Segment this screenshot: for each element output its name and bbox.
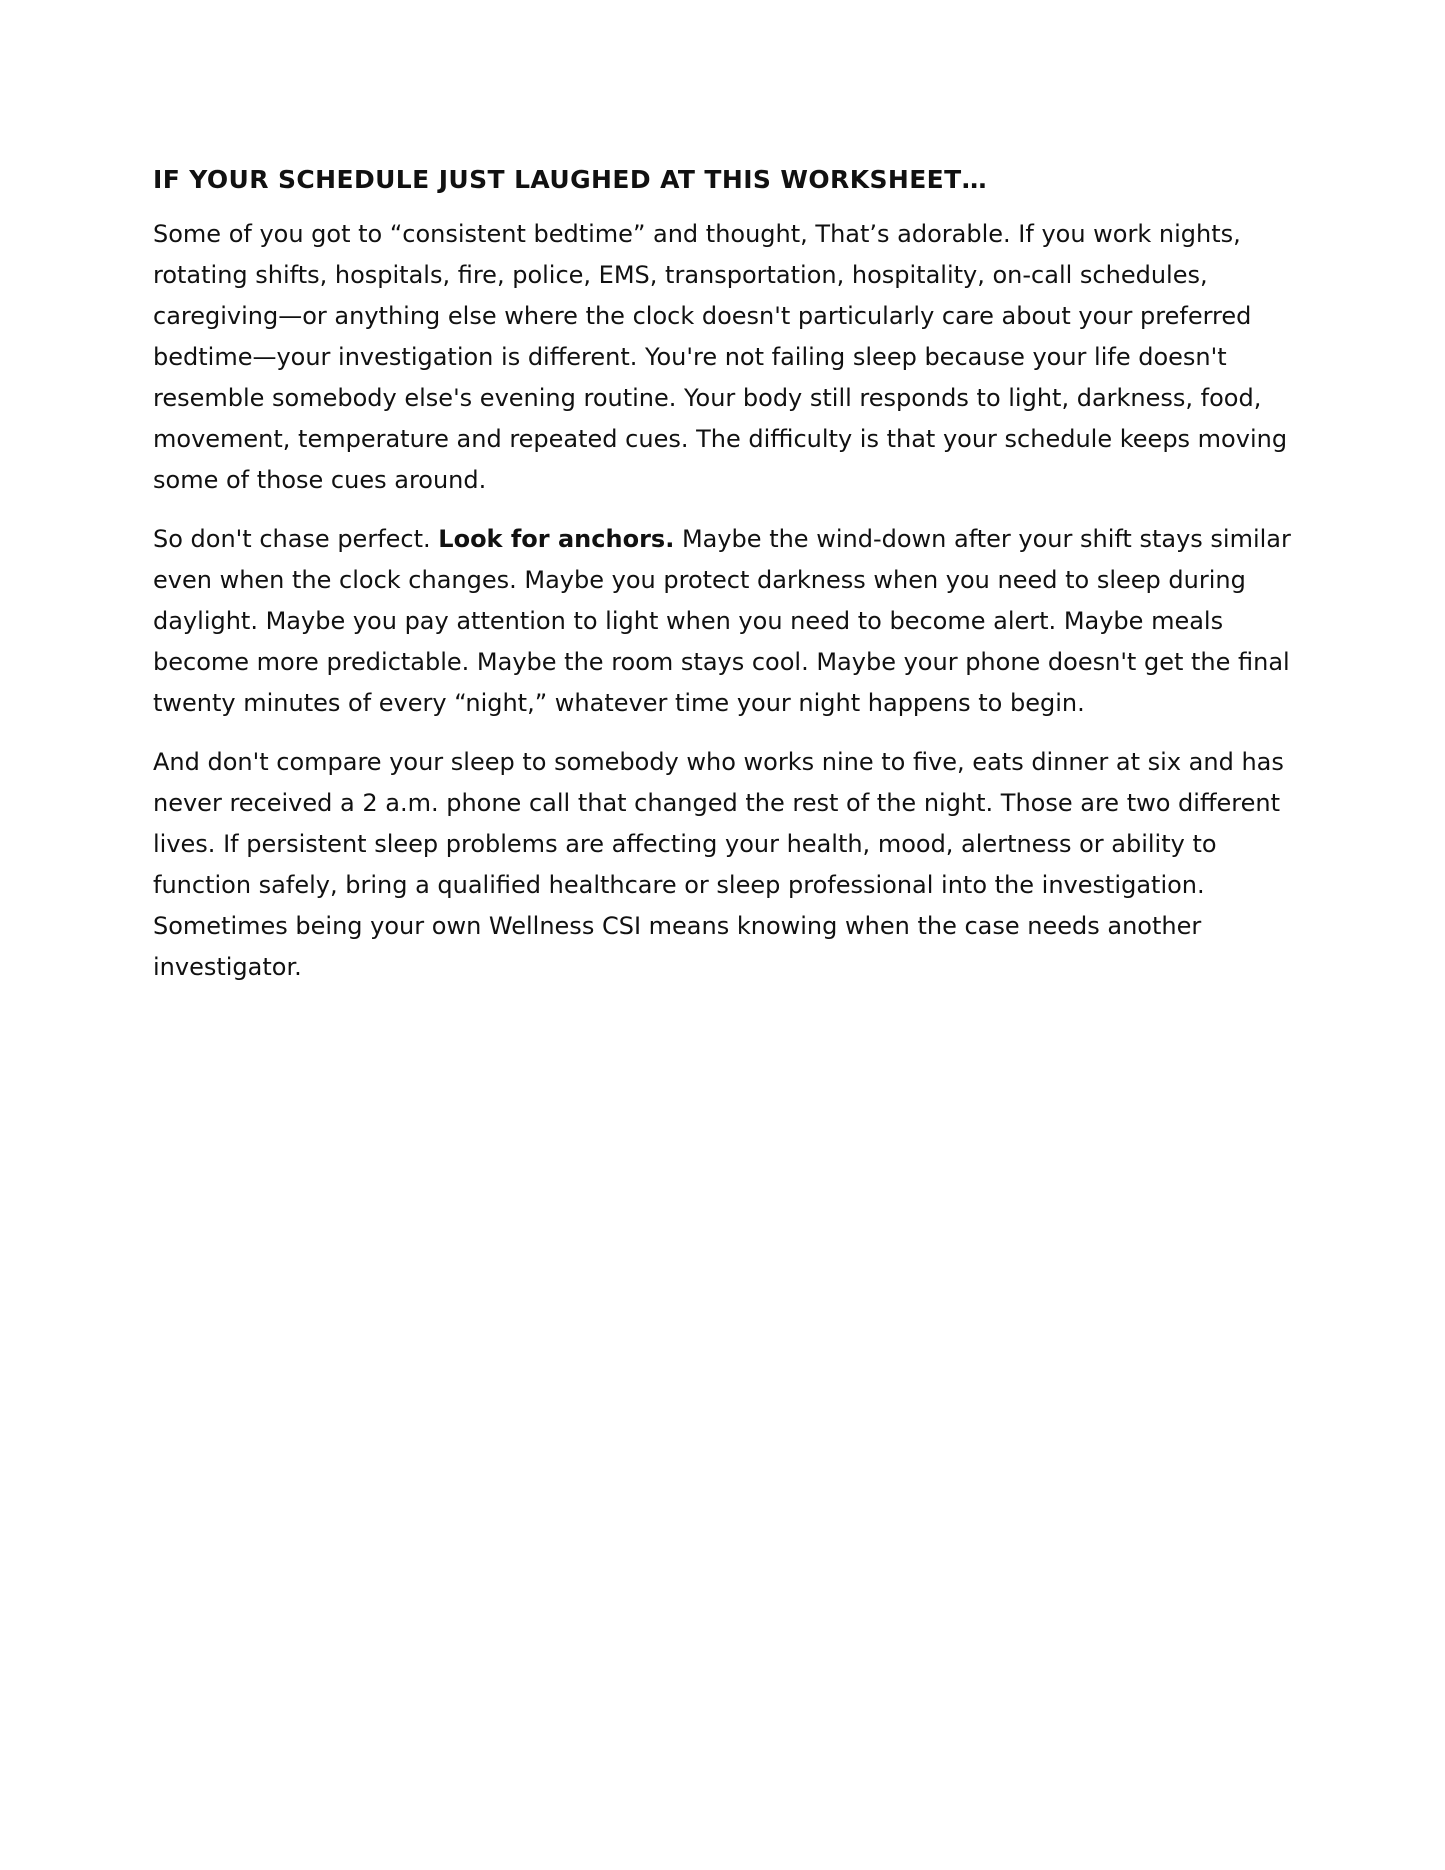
paragraph-anchors [153,519,1303,724]
paragraph-anchors-emphasis: Look for anchors. [438,525,675,553]
document-page [153,160,1303,1006]
paragraph-comparison: And don't compare your sleep to somebody who works nine to five, eats dinner at six and has never received a 2 a.m. phone call that changed the rest of the night. Those are two different lives. If persistent sleep problems are affecting your health, mood, alertness or ability to function safely, bring a qualified healthcare or sleep professional into the investigation. Sometimes being your own Wellness CSI means knowing when the case needs another investigator. [153,748,1284,981]
section-heading: IF YOUR SCHEDULE JUST LAUGHED AT THIS WORKSHEET… [153,165,988,194]
paragraph-anchors-rest: Maybe the wind-down after your shift stays similar even when the clock changes. Maybe you protect darkness when you need to sleep during daylight. Maybe you pay attention to light when you need to become alert. Maybe meals become more predictable. Maybe the room stays cool. Maybe your phone doesn't get the final twenty minutes of every “night,” whatever time your night happens to begin. [153,525,1291,717]
paragraph-anchors-intro: So don't chase perfect. [153,525,439,553]
paragraph-shift-work-intro: Some of you got to “consistent bedtime” and thought, That’s adorable. If you work nights, rotating shifts, hospitals, fire, police, EMS, transportation, hospitality, on-call schedules, caregiving—or anything else where the clock doesn't particularly care about your preferred bedtime—your investigation is different. You're not failing sleep because your life doesn't resemble somebody else's evening routine. Your body still responds to light, darkness, food, movement, temperature and repeated cues. The difficulty is that your schedule keeps moving some of those cues around. [153,220,1288,494]
